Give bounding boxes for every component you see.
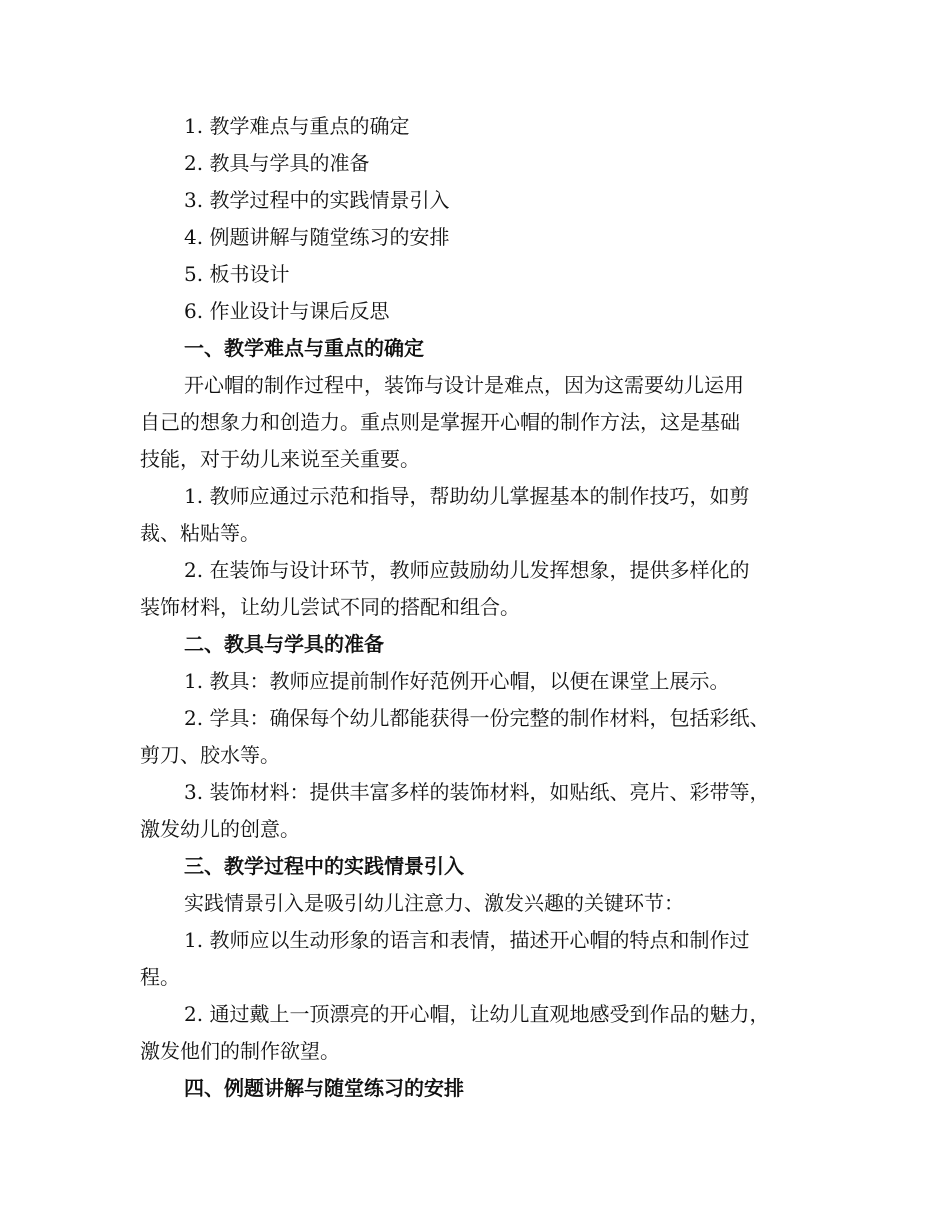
paragraph [140, 774, 820, 848]
toc-number: 6. [184, 299, 204, 323]
paragraph-line: 2. 通过戴上一顶漂亮的开心帽，让幼儿直观地感受到作品的魅力， [184, 1002, 770, 1026]
paragraph-line: 1. 教师应以生动形象的语言和表情，描述开心帽的特点和制作过 [184, 928, 750, 952]
paragraph-line: 1. 教具：教师应提前制作好范例开心帽，以便在课堂上展示。 [184, 669, 730, 693]
paragraph [140, 996, 820, 1070]
paragraph-line: 3. 装饰材料：提供丰富多样的装饰材料，如贴纸、亮片、彩带等， [184, 780, 770, 804]
toc-text: 教具与学具的准备 [209, 151, 370, 175]
document-page [140, 108, 820, 1107]
paragraph [140, 922, 820, 996]
toc-text: 教学过程中的实践情景引入 [209, 188, 450, 212]
toc-item [140, 293, 820, 330]
toc-item [140, 219, 820, 256]
toc-item [140, 108, 820, 145]
toc-number: 4. [184, 225, 204, 249]
toc-number: 2. [184, 151, 204, 175]
paragraph-line: 2. 在装饰与设计环节，教师应鼓励幼儿发挥想象，提供多样化的 [184, 558, 750, 582]
paragraph-line: 1. 教师应通过示范和指导，帮助幼儿掌握基本的制作技巧，如剪 [184, 484, 750, 508]
section-heading: 一、教学难点与重点的确定 [184, 336, 424, 360]
paragraph-line: 激发幼儿的创意。 [140, 817, 300, 841]
paragraph [140, 700, 820, 774]
paragraph-line: 自己的想象力和创造力。重点则是掌握开心帽的制作方法，这是基础 [140, 410, 740, 434]
toc-number: 3. [184, 188, 204, 212]
toc-number: 5. [184, 262, 204, 286]
section-heading: 四、例题讲解与随堂练习的安排 [184, 1076, 464, 1100]
paragraph-line: 程。 [140, 965, 180, 989]
section-heading: 三、教学过程中的实践情景引入 [184, 854, 464, 878]
paragraph-line: 实践情景引入是吸引幼儿注意力、激发兴趣的关键环节： [184, 891, 684, 915]
toc-number: 1. [184, 114, 204, 138]
toc-text: 教学难点与重点的确定 [209, 114, 410, 138]
paragraph-line: 技能，对于幼儿来说至关重要。 [140, 447, 420, 471]
paragraph [140, 663, 820, 700]
paragraph-line: 2. 学具：确保每个幼儿都能获得一份完整的制作材料，包括彩纸、 [184, 706, 770, 730]
toc-item [140, 145, 820, 182]
paragraph-line: 裁、粘贴等。 [140, 521, 260, 545]
toc-text: 板书设计 [209, 262, 290, 286]
toc-item [140, 256, 820, 293]
paragraph [140, 478, 820, 552]
toc-item [140, 182, 820, 219]
paragraph-line: 激发他们的制作欲望。 [140, 1039, 340, 1063]
paragraph-line: 剪刀、胶水等。 [140, 743, 280, 767]
section-heading: 二、教具与学具的准备 [184, 632, 384, 656]
paragraph [140, 552, 820, 626]
paragraph-line: 装饰材料，让幼儿尝试不同的搭配和组合。 [140, 595, 520, 619]
paragraph-line: 开心帽的制作过程中，装饰与设计是难点，因为这需要幼儿运用 [184, 373, 744, 397]
paragraph [140, 367, 820, 478]
toc-list [140, 108, 820, 330]
toc-text: 作业设计与课后反思 [209, 299, 390, 323]
toc-text: 例题讲解与随堂练习的安排 [209, 225, 450, 249]
paragraph [140, 885, 820, 922]
